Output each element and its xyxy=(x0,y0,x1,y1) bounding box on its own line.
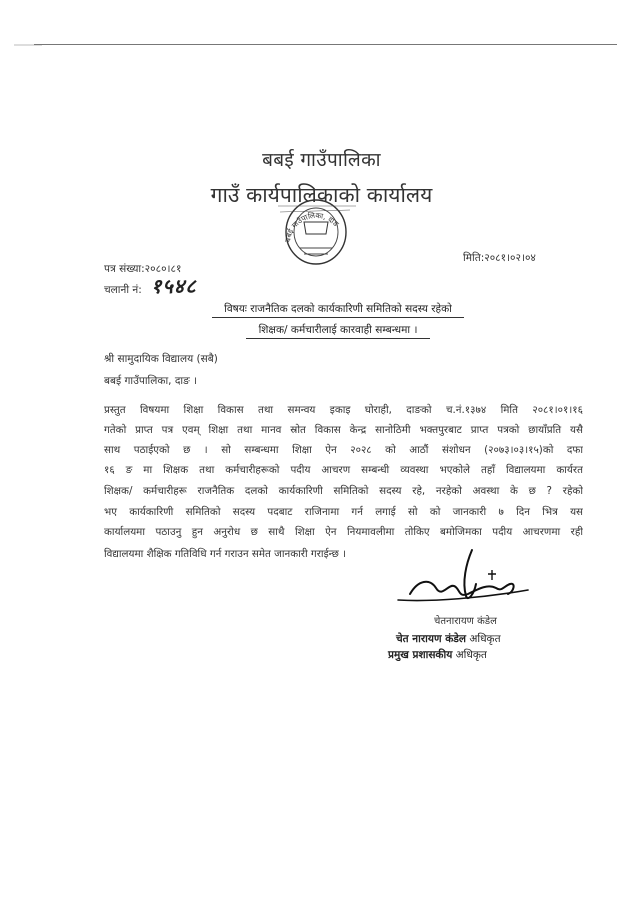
seal-overprint xyxy=(278,206,356,212)
office-seal xyxy=(260,186,370,272)
stamp-title-bold: प्रमुख प्रशासकीय xyxy=(388,649,453,661)
chalani-label: चलानी नं: xyxy=(104,284,142,296)
seal-emblem xyxy=(304,222,328,234)
recipient-line-1: श्री सामुदायिक विद्यालय (सबै) xyxy=(104,353,218,365)
body-line-8: विद्यालयमा शैक्षिक गतिविधि गर्न गराउन समेत जानकारी गराईन्छ । xyxy=(104,548,346,560)
stamp-title-rest: अधिकृत xyxy=(455,649,487,661)
body-line-2: गतेको प्राप्त पत्र एवम् शिक्षा तथा मानव स्रोत विकास केन्द्र सानोठिमी भक्तपुरबाट प्राप्त पत्रको छायाँप्रति यसै xyxy=(104,424,583,436)
body-line-1: प्रस्तुत विषयमा शिक्षा विकास तथा समन्वय इकाइ घोराही, दाङको च.नं.१३७४ मिति २०८१।०१।१६ xyxy=(104,404,583,416)
recipient-line-2: बबई गाउँपालिका, दाङ । xyxy=(104,375,198,387)
seal-text: बबई गाउँपालिका, दाङ xyxy=(283,210,341,243)
office-subtitle: गाउँ कार्यपालिकाको कार्यालय xyxy=(210,183,433,207)
subject-underline-1 xyxy=(212,317,464,318)
stamp-name: चेत नारायण कंडेल xyxy=(396,633,467,645)
handwritten-signature xyxy=(392,544,532,618)
body-line-3: साथ पठाईएको छ । सो सम्बन्धमा शिक्षा ऐन २०२८ को आठौं संशोधन (२०७३।०३।१५)को दफा xyxy=(104,444,583,456)
subject-block xyxy=(210,300,466,342)
letter-date: मिति:२०८१।०२।०४ xyxy=(463,252,536,264)
signatory-name: चेतनारायण कंडेल xyxy=(434,616,497,627)
subject-underline-2 xyxy=(246,338,430,339)
body-line-4: १६ ङ मा शिक्षक तथा कर्मचारीहरूको पदीय आचरण सम्बन्धी व्यवस्था भएकोले तहाँ विद्यालयमा कार्यरत xyxy=(104,464,583,476)
body-line-6: भए कार्यकारिणी समितिको सदस्य पदबाट राजिनामा गर्न लगाई सो को जानकारी ७ दिन भित्र यस xyxy=(104,506,583,518)
stamp-title-line xyxy=(388,648,487,662)
subject-line-1: विषयः राजनैतिक दलको कार्यकारिणी समितिको सदस्य रहेको xyxy=(224,303,452,315)
top-rule xyxy=(34,44,617,45)
body-line-7: कार्यालयमा पठाउनु हुन अनुरोध छ साथै शिक्षा ऐन नियमावलीमा तोकिए बमोजिमका पदीय आचरणमा रही xyxy=(104,526,583,538)
subject-line-2: शिक्षक/ कर्मचारीलाई कारवाही सम्बन्धमा । xyxy=(258,324,418,336)
stamp-name-line xyxy=(396,632,501,646)
chalani-number-handwritten: १५४८ xyxy=(151,274,197,298)
stamp-title-suffix: अधिकृत xyxy=(469,633,501,645)
office-name: बबई गाउँपालिका xyxy=(262,149,381,171)
patra-sankhya: पत्र संख्या:२०८०।८१ xyxy=(104,263,182,275)
body-line-5: शिक्षक/ कर्मचारीहरू राजनैतिक दलको कार्यकारिणी समितिको सदस्य रहे, नरहेको अवस्था के छ ? रहेको xyxy=(104,485,583,497)
